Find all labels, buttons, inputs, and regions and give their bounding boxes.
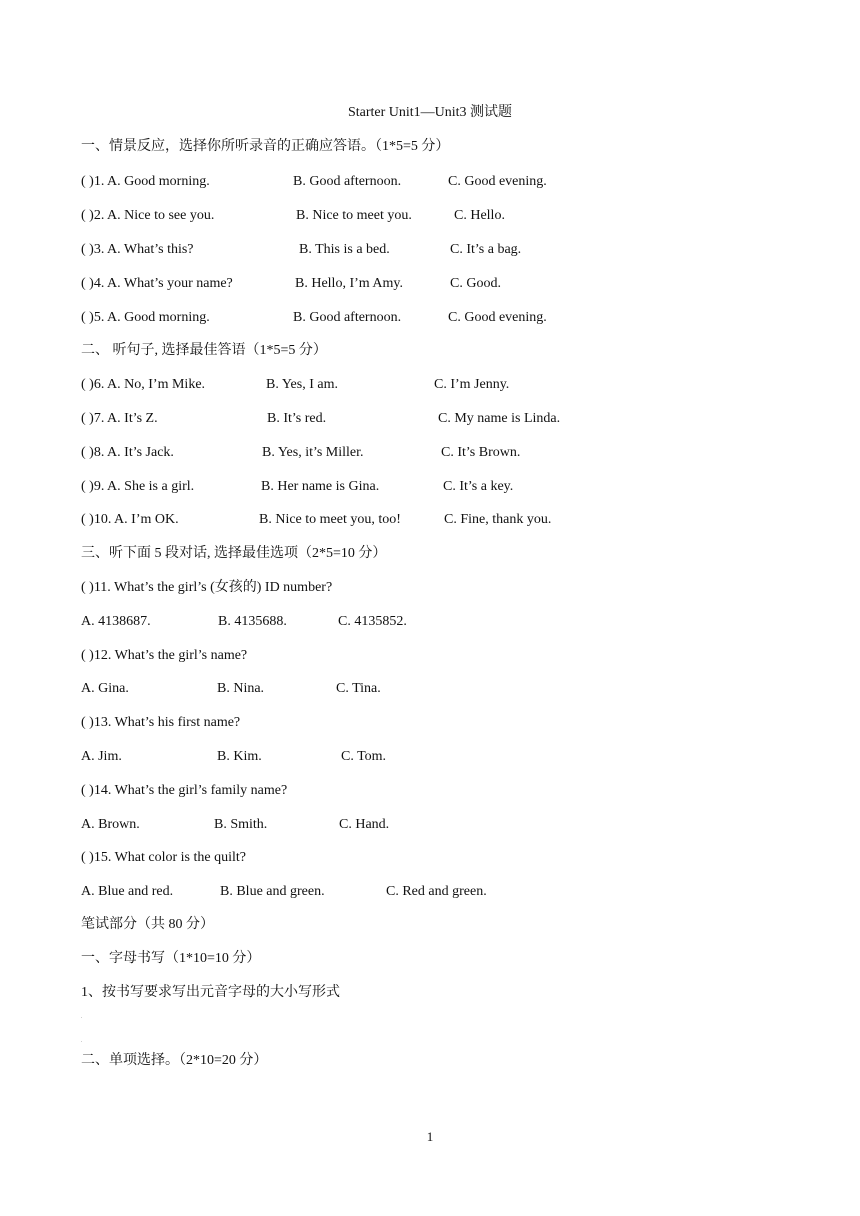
option-c: C. Fine, thank you. [444, 512, 552, 527]
question-stem-option-a: ( )4. A. What’s your name? [81, 276, 233, 291]
question-stem: ( )14. What’s the girl’s family name? [81, 783, 288, 798]
option-c: C. 4135852. [338, 614, 407, 629]
question-stem-option-a: ( )7. A. It’s Z. [81, 411, 158, 426]
question-stem-option-a: ( )8. A. It’s Jack. [81, 445, 174, 460]
page-title: Starter Unit1—Unit3 测试题 [347, 105, 513, 120]
question-stem: ( )13. What’s his first name? [81, 715, 241, 730]
question-stem-option-a: ( )2. A. Nice to see you. [81, 208, 215, 223]
option-b: B. 4135688. [218, 614, 287, 629]
option-b: B. Nice to meet you. [296, 208, 412, 223]
option-c: C. It’s a bag. [450, 242, 522, 257]
option-c: C. Good evening. [448, 174, 547, 189]
option-c: C. Tom. [341, 749, 387, 764]
option-b: B. This is a bed. [299, 242, 390, 257]
option-b: B. Yes, I am. [266, 377, 338, 392]
written-part-heading: 笔试部分（共 80 分） [81, 917, 214, 932]
option-c: C. It’s Brown. [441, 445, 521, 460]
section3-heading: 三、听下面 5 段对话, 选择最佳选项（2*5=10 分） [81, 546, 387, 561]
option-c: C. Good. [450, 276, 501, 291]
option-c: C. I’m Jenny. [434, 377, 510, 392]
question-stem: ( )15. What color is the quilt? [81, 850, 246, 865]
option-b: B. Kim. [217, 749, 262, 764]
option-a: A. Jim. [81, 749, 122, 764]
section1-heading: 一、情景反应，选择你所听录音的正确应答语。（1*5=5 分） [81, 139, 450, 154]
question-stem-option-a: ( )10. A. I’m OK. [81, 512, 179, 527]
faint-mark [81, 1017, 82, 1018]
faint-mark [81, 1041, 82, 1042]
option-b: B. Yes, it’s Miller. [262, 445, 364, 460]
option-c: C. Good evening. [448, 310, 547, 325]
option-c: C. My name is Linda. [438, 411, 561, 426]
option-b: B. Good afternoon. [293, 310, 402, 325]
option-a: A. Blue and red. [81, 884, 174, 899]
option-b: B. Blue and green. [220, 884, 325, 899]
question-stem: ( )11. What’s the girl’s (女孩的) ID number? [81, 580, 333, 595]
question-stem-option-a: ( )1. A. Good morning. [81, 174, 210, 189]
option-c: C. Hand. [339, 817, 390, 832]
option-b: B. It’s red. [267, 411, 327, 426]
option-c: C. Red and green. [386, 884, 487, 899]
option-c: C. Tina. [336, 681, 381, 696]
option-b: B. Nina. [217, 681, 265, 696]
option-a: A. 4138687. [81, 614, 151, 629]
page-number: 1 [426, 1129, 434, 1144]
question-stem-option-a: ( )5. A. Good morning. [81, 310, 210, 325]
question-stem-option-a: ( )9. A. She is a girl. [81, 479, 195, 494]
written-section2-heading: 二、单项选择。（2*10=20 分） [81, 1053, 268, 1068]
option-b: B. Her name is Gina. [261, 479, 380, 494]
written-section1-item: 1、按书写要求写出元音字母的大小写形式 [81, 985, 340, 1000]
option-a: A. Gina. [81, 681, 129, 696]
question-stem-option-a: ( )6. A. No, I’m Mike. [81, 377, 206, 392]
option-b: B. Nice to meet you, too! [259, 512, 401, 527]
option-a: A. Brown. [81, 817, 140, 832]
option-b: B. Good afternoon. [293, 174, 402, 189]
question-stem-option-a: ( )3. A. What’s this? [81, 242, 194, 257]
written-section1-heading: 一、字母书写（1*10=10 分） [81, 951, 261, 966]
question-stem: ( )12. What’s the girl’s name? [81, 648, 248, 663]
section2-heading: 二、 听句子, 选择最佳答语（1*5=5 分） [81, 343, 327, 358]
option-b: B. Hello, I’m Amy. [295, 276, 403, 291]
option-c: C. Hello. [454, 208, 505, 223]
option-b: B. Smith. [214, 817, 268, 832]
option-c: C. It’s a key. [443, 479, 514, 494]
